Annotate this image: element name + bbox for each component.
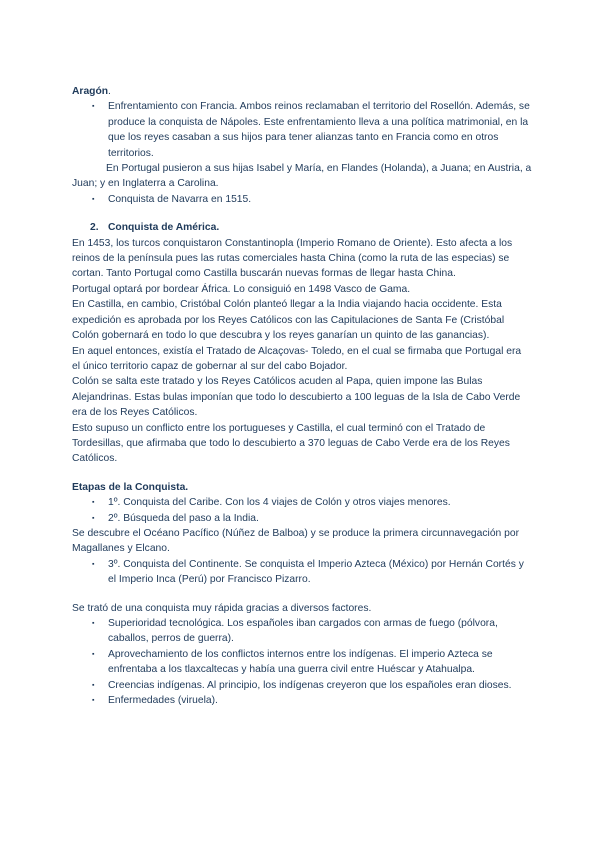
bullet-icon: ▪ (92, 650, 95, 658)
pacific-paragraph: Se descubre el Océano Pacífico (Núñez de Balboa) y se produce la primera circunnavegación por Magallanes y Elcano. (72, 527, 520, 555)
bullet-icon: ▪ (92, 103, 95, 111)
bullet-icon: ▪ (92, 620, 95, 627)
paragraph: Portugal optará por bordear África. Lo consiguió en 1498 Vasco de Gama. (72, 283, 411, 295)
factores-intro: Se trató de una conquista muy rápida gracias a diversos factores. (72, 602, 372, 614)
etapas-list-2 (72, 557, 532, 588)
list-item-text: Enfrentamiento con Francia. Ambos reinos reclamaban el territorio del Rosellón. Además, se produce la conquista de Nápoles. Este enfrentamiento lleva a una política matrimonial, en la que los reyes casaban a sus hijos para tener alianzas tanto en Francia como en otros territorios. (108, 101, 530, 159)
list-item (72, 616, 532, 647)
section-heading-etapas: Etapas de la Conquista. (72, 481, 189, 493)
aragon-punct: . (108, 86, 111, 97)
america-title: Conquista de América. (108, 222, 220, 234)
list-item (72, 495, 532, 510)
portugal-paragraph (72, 161, 532, 192)
bullet-icon: ▪ (92, 514, 95, 522)
list-item (72, 693, 532, 708)
list-item-text: Conquista de Navarra en 1515. (108, 193, 252, 205)
bullet-icon: ▪ (92, 195, 95, 203)
factores-list (72, 616, 532, 708)
list-item-text: 1º. Conquista del Caribe. Con los 4 viajes de Colón y otros viajes menores. (108, 497, 451, 509)
list-item (72, 511, 532, 526)
document-body (72, 84, 532, 708)
list-item-text: Creencias indígenas. Al principio, los indígenas creyeron que los españoles eran dioses. (108, 679, 512, 691)
aragon-bullet-list (72, 99, 532, 161)
section-heading-america (72, 220, 532, 235)
list-item-text: Superioridad tecnológica. Los españoles iban cargados con armas de fuego (pólvora, caballos, perros de guerra). (108, 618, 498, 645)
aragon-title: Aragón (72, 86, 109, 97)
list-item-text: Aprovechamiento de los conflictos internos entre los indígenas. El imperio Azteca se enfrentaba a los tlaxcaltecas y había una guerra civil entre Huéscar y Atahualpa. (108, 648, 493, 676)
paragraph: Esto supuso un conflicto entre los portugueses y Castilla, el cual terminó con el Tratado de Tordesillas, que afirmaba que todo lo descubierto a 370 leguas de Cabo Verde era de los Reyes Católicos. (72, 422, 510, 465)
list-item (72, 192, 532, 207)
paragraph: En Castilla, en cambio, Cristóbal Colón planteó llegar a la India viajando hacia occidente. Esta expedición es aprobada por los Reyes Católicos con las Capitulaciones de Santa Fe (Cristóbal Colón gobernará en todo lo que descubra y los reyes ganarían un quinto de las ganancias). (72, 299, 505, 342)
paragraph: Colón se salta este tratado y los Reyes Católicos acuden al Papa, quien impone las Bulas Alejandrinas. Estas bulas imponían que todo lo descubierto a 100 leguas de la Isla de Cabo Verde era de los Reyes Católicos. (72, 376, 521, 419)
bullet-icon: ▪ (92, 560, 95, 568)
list-item-text: Enfermedades (viruela). (108, 695, 218, 707)
list-item-text: 3º. Conquista del Continente. Se conquista el Imperio Azteca (México) por Hernán Cortés y el Imperio Inca (Perú) por Francisco Pizarro. (108, 558, 524, 586)
section-number: 2. (90, 222, 99, 234)
aragon-bullet-list-2 (72, 192, 532, 207)
list-item (72, 557, 532, 588)
bullet-icon: ▪ (92, 697, 95, 705)
list-item-text: 2º. Búsqueda del paso a la India. (108, 512, 259, 524)
bullet-icon: ▪ (92, 499, 95, 507)
list-item (72, 647, 532, 678)
list-item (72, 678, 532, 693)
bullet-icon: ▪ (92, 681, 95, 689)
etapas-list (72, 495, 532, 526)
list-item (72, 99, 532, 161)
paragraph: En aquel entonces, existía el Tratado de Alcaçovas- Toledo, en el cual se firmaba que Portugal era el único territorio capaz de gobernar al sur del cabo Bojador. (72, 345, 522, 372)
paragraph: En 1453, los turcos conquistaron Constantinopla (Imperio Romano de Oriente). Esto afecta a los reinos de la península pues las rutas comerciales hasta China (como la ruta de las especias) se cortan. Tanto Portugal como Castilla buscarán nuevas formas de llegar hasta China. (72, 237, 513, 280)
section-heading-aragon (72, 84, 532, 99)
portugal-paragraph-text: En Portugal pusieron a sus hijas Isabel y María, en Flandes (Holanda), a Juana; en Austria, a Juan; y en Inglaterra a Carolina. (72, 163, 532, 190)
